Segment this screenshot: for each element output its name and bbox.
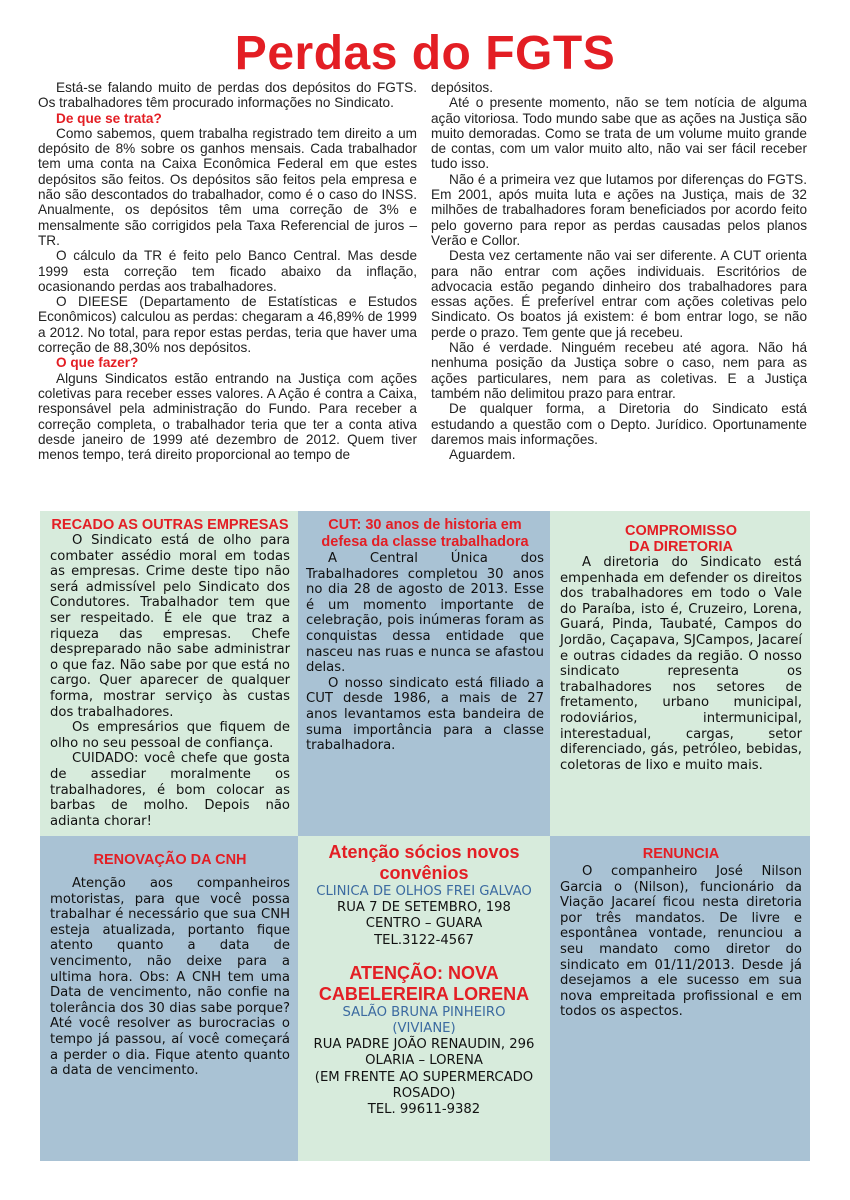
article-paragraph: De qualquer forma, a Diretoria do Sindicato está estudando a questão com o Depto. Jurídico. Oportunamente daremos mais informações. [431, 401, 807, 447]
box-compromisso [550, 511, 810, 836]
box-paragraph: CUIDADO: você chefe que gosta de assediar moralmente os trabalhadores, é bom colocar as barbas de molho. Depois não adianta chorar! [50, 751, 290, 829]
article-paragraph: Não é verdade. Ninguém recebeu até agora. Não há nenhuma posição da Justiça sobre o caso, nem para as ações particulares, nem para as coletivas. E a Justiça também não delimitou prazo para entrar. [431, 340, 807, 401]
salon-address: OLARIA – LORENA [365, 1053, 483, 1069]
salon-phone: TEL. 99611-9382 [367, 1102, 481, 1118]
box-paragraph: O companheiro José Nilson Garcia o (Nilson), funcionário da Viação Jacareí ficou nesta diretoria por três mandatos. De livre e espontânea vontade, renunciou a seu mandato como diretor do sindicato em 01/11/2013. Desde já desejamos a ele sucesso em sua nova empreitada profissional e em todos os aspectos. [560, 864, 802, 1020]
article-paragraph: Não é a primeira vez que lutamos por diferenças do FGTS. Em 2001, após muita luta e ações na Justiça, mais de 32 milhões de trabalhadores foram beneficiados por acordo feito pelo governo para repor as perdas causadas pelos planos Verão e Collor. [431, 171, 807, 248]
clinic-phone: TEL.3122-4567 [374, 932, 474, 948]
article-paragraph: depósitos. [431, 80, 493, 95]
box-convenios [298, 836, 550, 1161]
box-paragraph: O nosso sindicato está filiado a CUT desde 1986, a mais de 27 anos levantamos esta bandeira de suma importância para a classe trabalhadora. [306, 675, 544, 754]
box-title: RECADO AS OUTRAS EMPRESAS [51, 517, 289, 533]
box-title: CUT: 30 anos de historia em defesa da classe trabalhadora [321, 517, 529, 550]
box-cnh [40, 836, 298, 1161]
boxes-grid [40, 511, 810, 1161]
clinic-name: CLINICA DE OLHOS FREI GALVAO [316, 884, 532, 899]
salon-owner: (VIVIANE) [392, 1021, 456, 1037]
box-paragraph: Atenção aos companheiros motoristas, para que você possa trabalhar é necessário que sua CNH esteja atualizada, portanto fique atento quanto a data de vencimento, não deixe para a ultima hora. Obs: A CNH tem uma Data de vencimento, não confie na tolerância dos 30 dias sabe porque? Até você resolver as burocracias o tempo já passou, aí você começará a perder o dia. Fique atento quanto a data de vencimento. [50, 876, 290, 1079]
salon-reference: (EM FRENTE AO SUPERMERCADO ROSADO) [314, 1069, 534, 1101]
salon-name: SALÃO BRUNA PINHEIRO [342, 1004, 506, 1020]
box-renuncia [550, 836, 810, 1161]
page-title: Perdas do FGTS [234, 27, 616, 80]
article-paragraph: O DIEESE (Departamento de Estatísticas e Estudos Econômicos) calculou as perdas: chegaram a 46,89% de 1999 a 2012. No total, para repor estas perdas, teria que haver uma correção de 88,30% nos depósitos. [38, 294, 417, 356]
box-title: DA DIRETORIA [629, 539, 733, 555]
box-paragraph: O Sindicato está de olho para combater assédio moral em todas as empresas. Crime deste tipo não será admissível pelo Sindicato dos Condutores. Trabalhador tem que ser respeitado. É ele que traz a riqueza das empresas. Chefe despreparado não sabe administrar o que faz. Não sabe por que está no cargo. Quer aparecer de qualquer forma, mostrar serviço às custas dos trabalhadores. [50, 533, 290, 720]
clinic-address: RUA 7 DE SETEMBRO, 198 [337, 900, 511, 916]
article-paragraph: Até o presente momento, não se tem notícia de alguma ação vitoriosa. Todo mundo sabe que as ações na Justiça são muito demoradas. Como se trata de um volume muito grande de contas, com um valor muito alto, não vai ser fácil receber tudo isso. [431, 95, 807, 172]
box-paragraph: Os empresários que fiquem de olho no seu pessoal de confiança. [50, 720, 290, 751]
article-column-right [431, 80, 807, 462]
section-heading: De que se trata? [56, 110, 162, 126]
box-title: RENOVAÇÃO DA CNH [93, 852, 247, 868]
box-recado [40, 511, 298, 836]
box-paragraph: A Central Única dos Trabalhadores completou 30 anos no dia 28 de agosto de 2013. Esse é um momento importante de celebração, pois inúmeras foram as conquistas dessa entidade que nasceu nas ruas e nunca se afastou delas. [306, 551, 544, 676]
article-paragraph: Alguns Sindicatos estão entrando na Justiça com ações coletivas para receber esses valores. A Ação é contra a Caixa, responsável pela administração do Fundo. Para receber a correção completa, o trabalhador teria que ter a conta ativa desde janeiro de 1999 até dezembro de 2012. Quem tiver menos tempo, terá direito proporcional ao tempo de [38, 370, 417, 463]
box-paragraph: A diretoria do Sindicato está empenhada em defender os direitos dos trabalhadores em todo o Vale do Paraíba, isto é, Cruzeiro, Lorena, Guará, Pinda, Taubaté, Campos do Jordão, Caçapava, SJCampos, Jacareí e outras cidades da região. O nosso sindicato representa os trabalhadores nos setores de fretamento, urbano municipal, rodoviários, intermunicipal, interestadual, cargas, setor diferenciado, gás, petróleo, bebidas, coletoras de lixo e muito mais. [560, 555, 802, 773]
box-cut [298, 511, 550, 836]
box-title: ATENÇÃO: NOVA CABELEREIRA LORENA [318, 962, 530, 1004]
article-paragraph: O cálculo da TR é feito pelo Banco Central. Mas desde 1999 esta correção tem ficado abaixo da inflação, ocasionando perdas aos trabalhadores. [38, 248, 417, 294]
article-paragraph: Está-se falando muito de perdas dos depósitos do FGTS. Os trabalhadores têm procurado informações no Sindicato. [38, 80, 417, 111]
box-title: COMPROMISSO [625, 523, 737, 539]
article-paragraph: Aguardem. [449, 447, 516, 463]
salon-address: RUA PADRE JOÃO RENAUDIN, 296 [313, 1037, 535, 1053]
article-paragraph: Desta vez certamente não vai ser diferente. A CUT orienta para não entrar com ações individuais. Escritórios de advocacia estão pegando dinheiro dos trabalhadores para essas ações. É preferível entrar com ações coletivas pelo Sindicato. Os boatos já existem: é bom entrar logo, se não perde o prazo. Tem gente que já recebeu. [431, 248, 807, 340]
article-paragraph: Como sabemos, quem trabalha registrado tem direito a um depósito de 8% sobre os ganhos mensais. Cada trabalhador tem uma conta na Caixa Econômica Federal em que estes depósitos são feitos. Os depósitos são feitos pela empresa e não são descontados do trabalhador, como é o caso do INSS. Anualmente, os depósitos têm uma correção de 3% e mensalmente são corrigidos pela Taxa Referencial de juros – TR. [38, 125, 417, 248]
clinic-address: CENTRO – GUARA [365, 916, 483, 932]
article-column-left [38, 80, 417, 462]
section-heading: O que fazer? [56, 355, 139, 371]
box-title: RENUNCIA [642, 846, 720, 862]
box-title: Atenção sócios novos convênios [328, 842, 520, 883]
